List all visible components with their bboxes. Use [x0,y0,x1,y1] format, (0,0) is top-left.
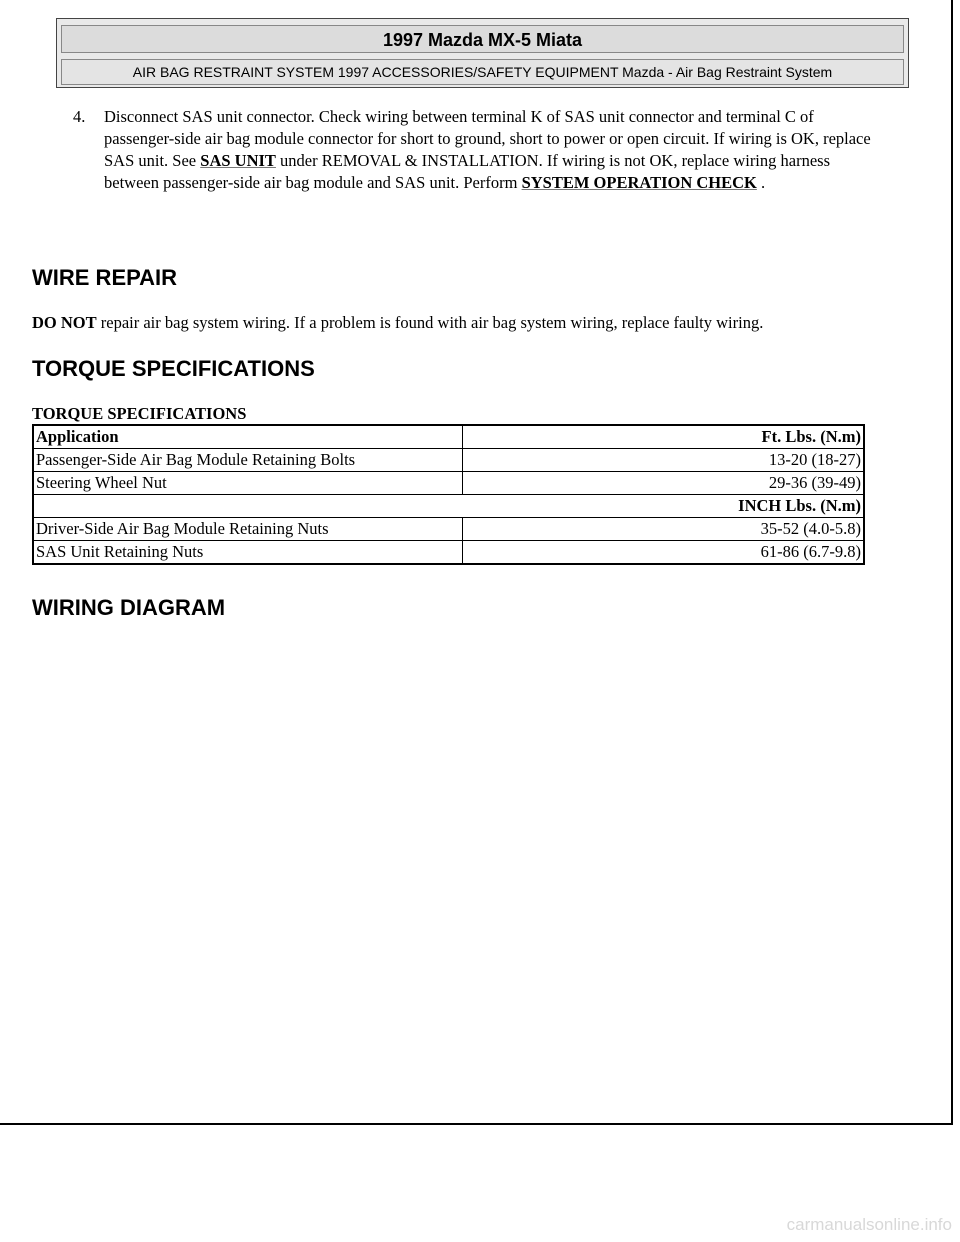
sas-unit-link[interactable]: SAS UNIT [200,151,276,170]
table-subheader-row [33,495,864,518]
table-header-row [33,425,864,449]
document-header [56,18,909,88]
cell-torque: 13-20 (18-27) [463,449,865,472]
wire-repair-text: repair air bag system wiring. If a problem is found with air bag system wiring, replace faulty wiring. [96,313,764,332]
wiring-diagram-heading: WIRING DIAGRAM [32,595,226,620]
document-title: 1997 Mazda MX-5 Miata [61,25,904,53]
subheader-inch-lbs: INCH Lbs. (N.m) [33,495,864,518]
do-not-emphasis: DO NOT [32,313,97,332]
wire-repair-paragraph [32,313,912,333]
table-row [33,449,864,472]
cell-application: Passenger-Side Air Bag Module Retaining Bolts [33,449,463,472]
table-caption: TORQUE SPECIFICATIONS [32,404,247,423]
torque-spec-table [32,424,865,565]
cell-torque: 35-52 (4.0-5.8) [463,518,865,541]
procedure-step-4 [73,106,873,194]
step-text-part-1: Disconnect SAS unit connector. Check wiring between terminal K of SAS unit connector and terminal C of passenger-side air bag module connector for short to ground, short to power or open circuit. If wiring is OK, replace SAS unit. See [104,107,871,170]
cell-application: Steering Wheel Nut [33,472,463,495]
column-header-application: Application [33,425,463,449]
cell-application: Driver-Side Air Bag Module Retaining Nuts [33,518,463,541]
system-operation-check-link[interactable]: SYSTEM OPERATION CHECK [521,173,757,192]
wire-repair-heading: WIRE REPAIR [32,265,178,290]
table-row [33,472,864,495]
watermark: carmanualsonline.info [786,1215,952,1234]
cell-application: SAS Unit Retaining Nuts [33,541,463,565]
table-row [33,541,864,565]
step-text-part-2: under REMOVAL & INSTALLATION. If wiring is not OK, replace wiring harness between passenger-side air bag module and SAS unit. Perform [104,151,831,192]
cell-torque: 61-86 (6.7-9.8) [463,541,865,565]
torque-specifications-heading: TORQUE SPECIFICATIONS [32,356,315,381]
step-text-part-3: . [756,173,766,192]
cell-torque: 29-36 (39-49) [463,472,865,495]
step-text [104,106,873,194]
column-header-ft-lbs: Ft. Lbs. (N.m) [463,425,865,449]
table-row [33,518,864,541]
step-number: 4. [73,107,86,126]
document-subtitle: AIR BAG RESTRAINT SYSTEM 1997 ACCESSORIES/SAFETY EQUIPMENT Mazda - Air Bag Restraint System [61,59,904,85]
